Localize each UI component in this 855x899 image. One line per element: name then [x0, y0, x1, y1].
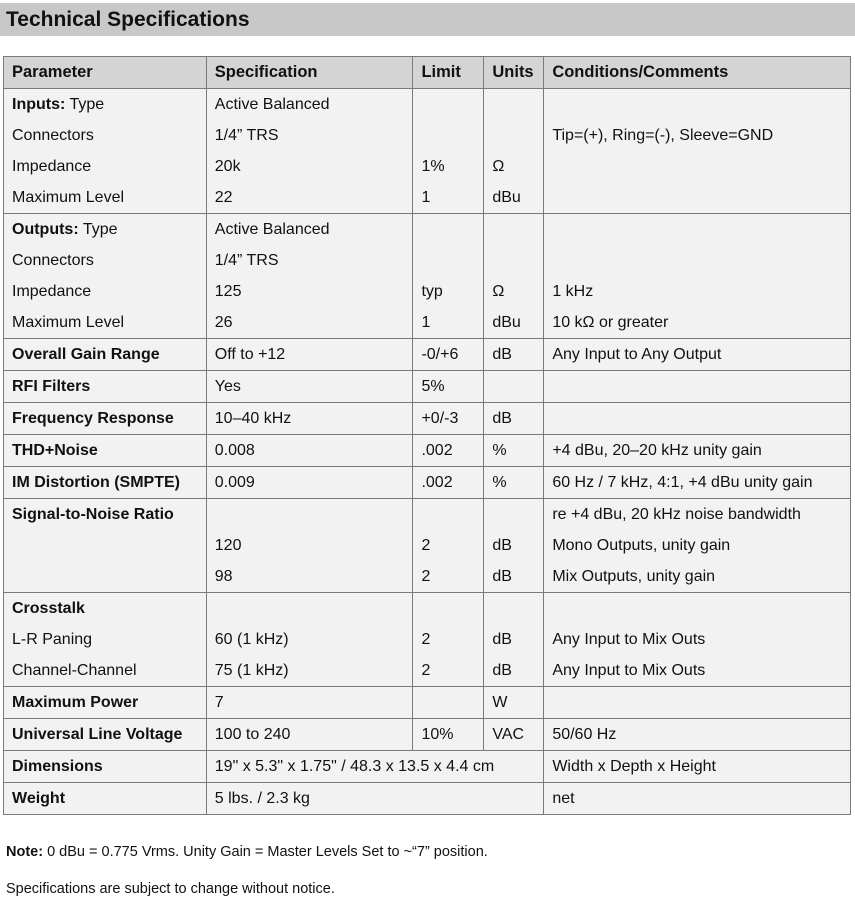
table-row-frequency: Frequency Response 10–40 kHz +0/-3 dB — [4, 403, 851, 435]
table-header-row — [4, 57, 851, 89]
header-parameter: Parameter — [4, 57, 207, 89]
limit-cell: 1% 1 — [413, 89, 484, 214]
list-item: Outputs: Type — [12, 221, 118, 238]
conditions-cell: Tip=(+), Ring=(-), Sleeve=GND — [544, 89, 851, 214]
note-text: Note: 0 dBu = 0.775 Vrms. Unity Gain = Master Levels Set to ~“7” position. — [6, 844, 488, 860]
list-item: Impedance — [12, 283, 92, 300]
table-row-im-distortion: IM Distortion (SMPTE) 0.009 .002 % 60 Hz / 7 kHz, 4:1, +4 dBu unity gain — [4, 467, 851, 499]
spec-table — [3, 56, 851, 815]
table-row-thd: THD+Noise 0.008 .002 % +4 dBu, 20–20 kHz unity gain — [4, 435, 851, 467]
conditions-cell: 1 kHz 10 kΩ or greater — [544, 214, 851, 339]
table-row-snr: Signal-to-Noise Ratio 120 98 2 2 dB dB re +4 dBu, 20 kHz noise bandwidth Mono Outputs, unity gain Mix Outputs, unity gain — [4, 499, 851, 593]
list-item: Connectors — [12, 252, 94, 269]
param-cell — [4, 214, 207, 339]
list-item: Maximum Level — [12, 189, 125, 206]
table-row-rfi: RFI Filters Yes 5% — [4, 371, 851, 403]
table-row-weight: Weight 5 lbs. / 2.3 kg net — [4, 783, 851, 815]
list-item: Connectors — [12, 127, 94, 144]
table-row-power: Maximum Power 7 W — [4, 687, 851, 719]
spec-cell: Active Balanced 1/4” TRS 125 26 — [206, 214, 413, 339]
spec-cell: Active Balanced 1/4” TRS 20k 22 — [206, 89, 413, 214]
header-specification: Specification — [206, 57, 413, 89]
units-cell: Ω dBu — [484, 214, 544, 339]
title-bar — [0, 3, 855, 36]
table-row-crosstalk: Crosstalk L-R Paning Channel-Channel 60 (1 kHz) 75 (1 kHz) 2 2 dB dB Any Input to Mix Outs Any Input to Mix Outs — [4, 593, 851, 687]
limit-cell: typ 1 — [413, 214, 484, 339]
header-limit: Limit — [413, 57, 484, 89]
header-conditions: Conditions/Comments — [544, 57, 851, 89]
table-row-voltage: Universal Line Voltage 100 to 240 10% VAC 50/60 Hz — [4, 719, 851, 751]
units-cell: Ω dBu — [484, 89, 544, 214]
list-item: Impedance — [12, 158, 92, 175]
list-item: Maximum Level — [12, 314, 125, 331]
table-row-inputs — [4, 89, 851, 214]
table-row-dimensions: Dimensions 19" x 5.3" x 1.75" / 48.3 x 13.5 x 4.4 cm Width x Depth x Height — [4, 751, 851, 783]
table-row-gain: Overall Gain Range Off to +12 -0/+6 dB Any Input to Any Output — [4, 339, 851, 371]
param-cell — [4, 89, 207, 214]
page-title: Technical Specifications — [6, 8, 250, 31]
header-units: Units — [484, 57, 544, 89]
list-item: Inputs: Type — [12, 96, 105, 113]
table-row-outputs — [4, 214, 851, 339]
disclaimer-text: Specifications are subject to change without notice. — [6, 881, 335, 897]
